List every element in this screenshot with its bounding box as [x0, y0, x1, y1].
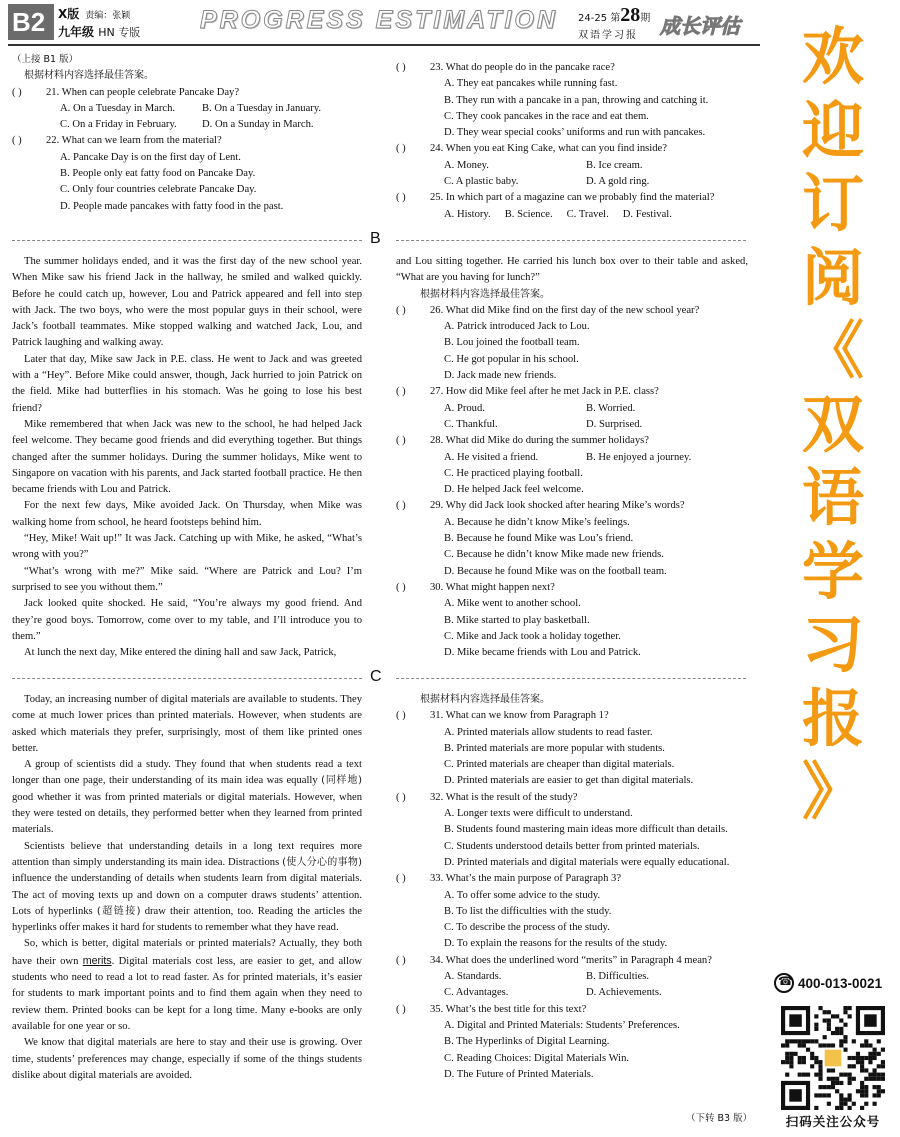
question-stem [396, 141, 748, 157]
option-row [396, 450, 748, 466]
gloss: (使人分心的事物) [282, 856, 362, 868]
option: D. People made pancakes with fatty food in the past. [60, 200, 284, 212]
ad-char: 学 [801, 534, 864, 608]
option: C. To describe the process of the study. [444, 922, 610, 934]
paragraph: At lunch the next day, Mike entered the dining hall and saw Jack, Patrick, [24, 647, 337, 659]
paragraph: “What’s wrong with me?” Mike said. “Where are Patrick and Lou? I’m surprised to see you without them.” [12, 565, 362, 593]
header-rule [8, 44, 760, 46]
text: draw their attention, too. Reading the articles the hyperlinks offer makes it hard for students to remember what they have read. [12, 905, 362, 934]
option: B. He enjoyed a journey. [586, 451, 692, 463]
option: D. Jack made new friends. [444, 370, 557, 382]
continued-from: （上接 B1 版） [12, 54, 79, 65]
answer-blank[interactable]: ( ) [396, 500, 406, 512]
answer-blank[interactable]: ( ) [396, 304, 406, 316]
option: D. Surprised. [586, 418, 643, 430]
question-stem [396, 498, 748, 514]
question-list [396, 60, 748, 223]
issue-pre: 第 [610, 13, 621, 24]
question-stem [396, 953, 748, 969]
ad-char: 迎 [801, 93, 864, 167]
gloss: (同样地) [321, 775, 362, 787]
text: . Digital materials cost less, are easier to get, and allow students who need to read a lot to read faster. As for printed materials, it’s easier for students to mark important points and to find them again when they need to review them. Printed books can be kept for a long time. Many e-books are only available for one year or so. [12, 955, 363, 1032]
option: B. Mike started to play basketball. [444, 614, 590, 626]
option-row [396, 969, 748, 985]
question-list [396, 708, 748, 1083]
option: D. Festival. [622, 208, 672, 220]
paragraph [12, 936, 362, 1035]
subscription-ad [766, 0, 900, 1137]
option: B. Printed materials are more popular with students. [444, 742, 665, 754]
paragraph [12, 757, 362, 838]
continued-to: （下转 B3 版） [686, 1113, 753, 1124]
option: B. On a Tuesday in January. [202, 102, 322, 114]
option: D. On a Sunday in March. [202, 119, 314, 131]
option-row [396, 985, 748, 1001]
option: C. Mike and Jack took a holiday together. [444, 630, 621, 642]
answer-blank[interactable]: ( ) [396, 954, 406, 966]
underlined-word: merits [82, 954, 112, 967]
section-b-letter: B [370, 230, 381, 247]
option-row [12, 117, 362, 133]
question-list [396, 303, 748, 662]
option: C. Students understood details better from printed materials. [444, 840, 700, 852]
option-row [396, 158, 748, 174]
option: B. People only eat fatty food on Pancake Day. [60, 168, 256, 180]
option: A. Because he didn’t know Mike’s feelings. [444, 516, 630, 528]
option: A. Printed materials allow students to read faster. [444, 726, 653, 738]
option: D. They wear special cooks’ uniforms and run with pancakes. [444, 127, 706, 139]
question-text: 25. In which part of a magazine can we probably find the material? [430, 192, 715, 204]
ad-char: 》 [801, 755, 864, 828]
option: D. A gold ring. [586, 176, 650, 188]
option: C. Printed materials are cheaper than digital materials. [444, 759, 675, 771]
option: B. Worried. [586, 402, 636, 414]
edition: X版 [58, 7, 80, 21]
text: So, which is better, digital materials or printed materials? Actually, they both have their own [12, 938, 362, 967]
question-stem [396, 60, 748, 76]
paragraph: Later that day, Mike saw Jack in P.E. class. He went to Jack and was greeted with a “Hey”. Before Mike could answer, though, Jack hurried to join Patrick on the field. Mike had butterflies in his stomach. Was he going to lose his best friend? [12, 353, 362, 414]
option: C. On a Friday in February. [60, 119, 177, 131]
option: B. Because he found Mike was Lou’s friend. [444, 533, 634, 545]
section-c-passage [12, 692, 362, 1084]
option: C. Thankful. [444, 418, 498, 430]
instruction: 根据材料内容选择最佳答案。 [24, 70, 154, 82]
phone-line [774, 968, 898, 998]
question-text: 23. What do people do in the pancake race? [430, 62, 615, 73]
issue-year: 24-25 [578, 13, 608, 24]
question-stem [396, 871, 748, 887]
answer-blank[interactable]: ( ) [396, 581, 406, 593]
option: A. He visited a friend. [444, 451, 539, 463]
answer-blank[interactable]: ( ) [396, 710, 406, 722]
ad-char: 欢 [801, 20, 864, 93]
answer-blank[interactable]: ( ) [396, 192, 406, 204]
phone-icon [774, 973, 794, 993]
question-text: 31. What can we know from Paragraph 1? [430, 710, 609, 722]
ad-char: 双 [801, 387, 864, 461]
answer-blank[interactable]: ( ) [396, 62, 406, 73]
option-row [396, 417, 748, 433]
question-stem [396, 580, 748, 596]
option: C. He practiced playing football. [444, 467, 583, 479]
answer-blank[interactable]: ( ) [396, 386, 406, 398]
option: A. Proud. [444, 402, 485, 414]
divider-right [396, 678, 746, 679]
section-c-questions [396, 692, 748, 1083]
ad-char: 语 [801, 461, 864, 534]
edition-line [58, 5, 130, 22]
option: D. He helped Jack feel welcome. [444, 484, 584, 496]
option: C. Only four countries celebrate Pancake Day. [60, 184, 257, 196]
paragraph: Today, an increasing number of digital materials are available to students. They come at much lower prices than printed materials. However, when students are asked which materials they prefer, surprisingly, most of them like printed ones better. [12, 694, 362, 754]
question-stem [396, 303, 748, 319]
option: C. He got popular in his school. [444, 353, 579, 365]
question-stem [12, 133, 362, 149]
ad-char: 《 [801, 314, 864, 387]
option: A. Pancake Day is on the first day of Lent. [60, 151, 241, 163]
option: B. Students found mastering main ideas more difficult than details. [444, 824, 728, 836]
banner-title: PROGRESS ESTIMATION [200, 6, 558, 34]
ad-char: 习 [801, 608, 864, 681]
issue-post: 期 [640, 13, 651, 24]
ad-char: 订 [801, 167, 864, 240]
option: A. Money. [444, 159, 489, 171]
option: C. Reading Choices: Digital Materials Win. [444, 1052, 630, 1064]
instruction: 根据材料内容选择最佳答案。 [420, 694, 550, 705]
question-text: 24. When you eat King Cake, what can you find inside? [430, 143, 667, 155]
question-text: 32. What is the result of the study? [430, 791, 578, 803]
region: HN 专版 [98, 26, 141, 39]
grade: 九年级 [58, 25, 95, 39]
option-row [396, 401, 748, 417]
option-row [396, 207, 748, 223]
question-list [12, 85, 362, 215]
option: D. Because he found Mike was on the football team. [444, 565, 667, 577]
issue-number [578, 4, 650, 27]
issue-num: 28 [620, 4, 641, 26]
option: B. Ice cream. [586, 159, 643, 171]
scan-caption: 扫码关注公众号 [785, 1114, 881, 1129]
option: A. They eat pancakes while running fast. [444, 78, 618, 90]
option: B. Lou joined the football team. [444, 337, 580, 349]
ad-char: 阅 [801, 240, 864, 314]
question-text: 22. What can we learn from the material? [46, 135, 222, 147]
answer-blank[interactable]: ( ) [12, 135, 22, 147]
divider-left [12, 240, 362, 241]
option: A. History. [444, 208, 491, 220]
question-text: 33. What’s the main purpose of Paragraph 3? [430, 873, 622, 885]
ad-char: 报 [801, 681, 864, 755]
question-stem [396, 790, 748, 806]
question-stem [396, 384, 748, 400]
option: D. Mike became friends with Lou and Patrick. [444, 647, 641, 659]
question-stem [12, 85, 362, 101]
paragraph: “Hey, Mike! Wait up!” It was Jack. Catching up with Mike, he asked, “What’s wrong with you?” [12, 533, 362, 561]
paragraph: Mike remembered that when Jack was new to the school, he had helped Jack feel welcome. They became good friends and did everything together. But things changed after the summer holidays. During the summer holidays, Mike went to Singapore on vacation with his parents, and Jack started football practice. He then became friends with Lou and Patrick. [12, 418, 362, 496]
section-a-right [396, 60, 748, 223]
option: A. To offer some advice to the study. [444, 889, 601, 901]
question-text: 34. What does the underlined word “merits” in Paragraph 4 mean? [430, 954, 712, 966]
divider-left [12, 678, 362, 679]
paragraph: and Lou sitting together. He carried his lunch box over to their table and asked, “What are you having for lunch?” [396, 256, 748, 284]
option: D. Printed materials are easier to get than digital materials. [444, 775, 694, 787]
question-text: 26. What did Mike find on the first day of the new school year? [430, 304, 700, 316]
option-row [396, 174, 748, 190]
question-text: 28. What did Mike do during the summer holidays? [430, 435, 650, 447]
option: B. They run with a pancake in a pan, throwing and catching it. [444, 94, 709, 106]
question-text: 21. When can people celebrate Pancake Day? [46, 86, 240, 98]
text: good whether it was from printed materials or digital materials. However, when they were tested on details, they performed better when they learned from printed materials. [12, 791, 362, 836]
gloss: (超链接) [96, 905, 141, 917]
editor: 责编：张颖 [85, 11, 131, 21]
question-stem [396, 433, 748, 449]
question-text: 29. Why did Jack look shocked after hearing Mike’s words? [430, 500, 685, 512]
question-stem [396, 190, 748, 206]
question-text: 27. How did Mike feel after he met Jack in P.E. class? [430, 386, 659, 398]
grade-line [58, 23, 140, 40]
paragraph [12, 839, 362, 937]
answer-blank[interactable]: ( ) [396, 143, 406, 155]
option: D. The Future of Printed Materials. [444, 1068, 594, 1080]
section-a-left [12, 52, 362, 215]
option: B. To list the difficulties with the study. [444, 905, 612, 917]
option: B. Science. [504, 208, 553, 220]
instruction: 根据材料内容选择最佳答案。 [420, 288, 550, 300]
option: A. On a Tuesday in March. [60, 102, 176, 114]
section-b-questions [396, 254, 748, 661]
section-c-letter: C [370, 668, 382, 685]
page-header [0, 0, 760, 44]
option: C. Travel. [566, 208, 609, 220]
qr-code[interactable] [781, 1006, 885, 1110]
phone-number: 400-013-0021 [798, 975, 883, 991]
option: A. Digital and Printed Materials: Students’ Preferences. [444, 1019, 680, 1031]
text: Scientists believe that understanding details in a long text requires more attention than simply understanding its main idea. Distractions [12, 840, 362, 868]
answer-blank[interactable]: ( ) [396, 791, 406, 803]
brand-logo: 成长评估 [660, 14, 740, 38]
question-stem [396, 708, 748, 724]
paper-name: 双语学习报 [578, 30, 638, 41]
paragraph: For the next few days, Mike avoided Jack. On Thursday, when Mike was walking home from school, he heard footsteps behind him. [12, 500, 362, 528]
page-code: B2 [8, 4, 54, 40]
section-b-passage [12, 254, 362, 661]
answer-blank[interactable]: ( ) [396, 873, 406, 885]
answer-blank[interactable]: ( ) [12, 86, 22, 98]
answer-blank[interactable]: ( ) [396, 1003, 406, 1015]
option: A. Mike went to another school. [444, 598, 581, 610]
option-row [12, 101, 362, 117]
ad-slogan [766, 20, 900, 829]
option: B. The Hyperlinks of Digital Learning. [444, 1036, 610, 1048]
option: C. A plastic baby. [444, 176, 519, 188]
divider-right [396, 240, 746, 241]
question-text: 35. What’s the best title for this text? [430, 1003, 587, 1015]
option: D. Printed materials and digital materials were equally educational. [444, 856, 730, 868]
option: C. Advantages. [444, 987, 509, 999]
paragraph: Jack looked quite shocked. He said, “You’re always my good friend. And they’re good boys. Tomorrow, come over to my table, and I’ll introduce you to them.” [12, 598, 362, 642]
option: A. Patrick introduced Jack to Lou. [444, 321, 590, 333]
text: influence the understanding of details when students learn from digital materials. The act of moving texts up and down on a computer draws students’ attention. Lots of hyperlinks [12, 873, 362, 917]
option: A. Standards. [444, 971, 502, 983]
option: B. Difficulties. [586, 971, 650, 983]
option: D. To explain the reasons for the results of the study. [444, 938, 668, 950]
option: D. Achievements. [586, 987, 662, 999]
question-text: 30. What might happen next? [430, 581, 555, 593]
answer-blank[interactable]: ( ) [396, 435, 406, 447]
paragraph: The summer holidays ended, and it was the first day of the new school year. When Mike saw his friend Jack in the hallway, he smiled and walked quickly. Before he could catch up, however, Lou and Patrick appeared and fell into step with Jack. The two boys, who were the most popular guys in their school, were Jack’s football teammates. Mike stopped walking and watched Jack, Lou, and Patrick laughing and walking away. [12, 256, 362, 349]
text: A group of scientists did a study. They found that when students read a text longer than one page, their understanding of its main idea was equally [12, 759, 362, 787]
option: A. Longer texts were difficult to understand. [444, 808, 633, 820]
question-stem [396, 1002, 748, 1018]
option: C. They cook pancakes in the race and eat them. [444, 110, 649, 122]
paragraph: We know that digital materials are here to stay and their use is growing. Over time, students’ preferences may change, especially if some of the things students dislike about digital materials are avoided. [12, 1037, 362, 1081]
option: C. Because he didn’t know Mike made new friends. [444, 549, 664, 561]
